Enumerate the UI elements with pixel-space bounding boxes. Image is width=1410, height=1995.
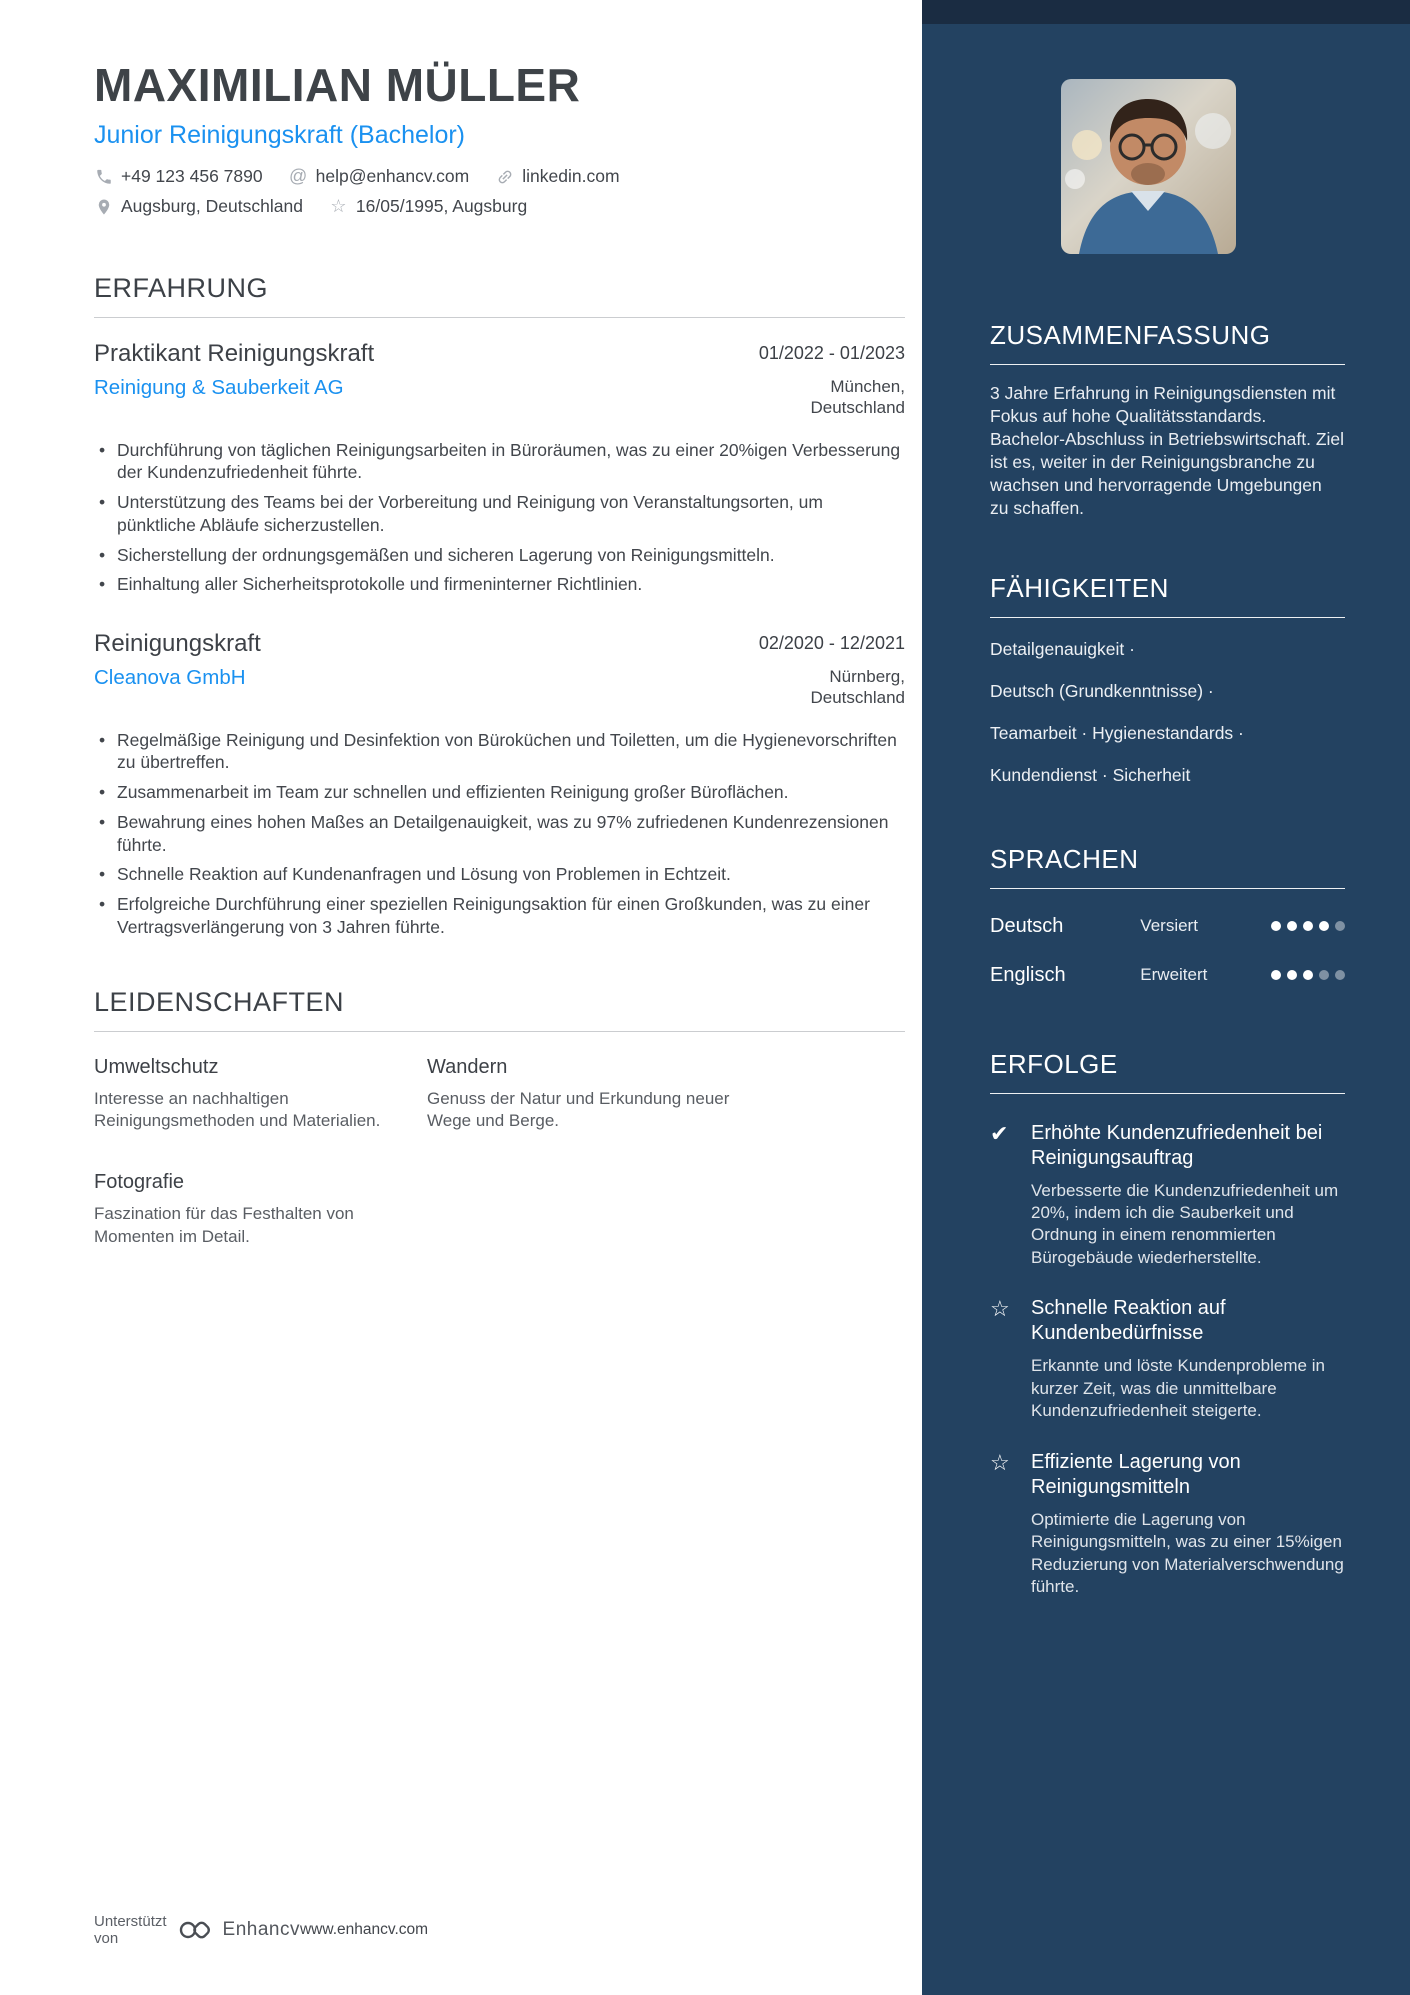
passion-item <box>94 1056 400 1134</box>
language-name: Englisch <box>990 963 1066 986</box>
location-contact <box>94 196 303 217</box>
enhancv-logo-icon <box>179 1918 211 1942</box>
job-location: Nürnberg, Deutschland <box>810 667 905 708</box>
person-name: MAXIMILIAN MÜLLER <box>94 59 581 111</box>
job-bullet: • Unterstützung des Teams bei der Vorbereitung und Reinigung von Veranstaltungsorten, um pünktliche Abläufe sicherzustellen. <box>94 491 905 537</box>
section-divider <box>990 888 1345 889</box>
languages-section <box>990 844 1345 987</box>
birthdate-contact <box>329 196 527 217</box>
skill-line: Deutsch (Grundkenntnisse) · <box>990 680 1214 701</box>
page-footer <box>94 1913 429 1947</box>
section-divider <box>990 1093 1345 1094</box>
language-row <box>990 964 1345 987</box>
passion-title: Wandern <box>427 1055 508 1078</box>
job-bullet: • Bewahrung eines hohen Maßes an Detailgenauigkeit, was zu 97% zufriedenen Kundenrezensionen führte. <box>94 811 905 857</box>
passion-text: Interesse an nachhaltigen Reinigungsmethoden und Materialien. <box>94 1088 381 1131</box>
experience-heading: ERFAHRUNG <box>94 273 269 303</box>
skill-line: Detailgenauigkeit · <box>990 638 1135 659</box>
language-level: Erweitert <box>1140 965 1208 985</box>
job-bullet: • Einhaltung aller Sicherheitsprotokolle und firmeninterner Richtlinien. <box>94 573 905 596</box>
achievement-item <box>990 1296 1345 1422</box>
summary-heading: ZUSAMMENFASSUNG <box>990 320 1271 350</box>
job-bullet: • Regelmäßige Reinigung und Desinfektion von Büroküchen und Toiletten, um die Hygienevorschriften zu übertreffen. <box>94 729 905 775</box>
skill-line: Teamarbeit · Hygienestandards · <box>990 722 1244 743</box>
passions-heading: LEIDENSCHAFTEN <box>94 986 345 1017</box>
website-link[interactable]: www.enhancv.com <box>299 1921 429 1938</box>
job-dates: 02/2020 - 12/2021 <box>758 633 905 653</box>
achievements-heading: ERFOLGE <box>990 1048 1118 1079</box>
check-icon: ✔ <box>990 1120 1009 1146</box>
skills-section <box>990 573 1345 786</box>
passion-text: Genuss der Natur und Erkundung neuer Wege und Berge. <box>427 1088 730 1131</box>
skill-line: Kundendienst · Sicherheit <box>990 764 1191 785</box>
location-pin-icon <box>94 197 113 216</box>
section-divider <box>990 364 1345 365</box>
linkedin-contact[interactable] <box>495 166 619 187</box>
language-level: Versiert <box>1140 916 1198 936</box>
job-bullet: • Zusammenarbeit im Team zur schnellen und effizienten Reinigung großer Büroflächen. <box>94 781 905 804</box>
section-divider <box>990 617 1345 618</box>
language-name: Deutsch <box>990 914 1064 937</box>
achievement-item <box>990 1121 1345 1270</box>
person-title: Junior Reinigungskraft (Bachelor) <box>94 121 466 149</box>
job-title: Praktikant Reinigungskraft <box>94 340 375 367</box>
language-proficiency-dots <box>1271 921 1345 931</box>
job-company: Reinigung & Sauberkeit AG <box>94 376 344 399</box>
phone-icon <box>94 167 113 186</box>
passion-title: Umweltschutz <box>94 1055 219 1078</box>
email-contact[interactable] <box>289 166 470 187</box>
experience-section <box>94 273 905 939</box>
birthdate-text: 16/05/1995, Augsburg <box>355 196 528 216</box>
section-divider <box>94 317 905 318</box>
link-icon <box>495 167 514 186</box>
job-bullet: • Erfolgreiche Durchführung einer speziellen Reinigungsaktion für einen Großkunden, was zu einer Vertragsverlängerung von 3 Jahren führte. <box>94 893 905 939</box>
passion-item <box>427 1056 733 1134</box>
achievement-text: Erkannte und löste Kundenprobleme in kurzer Zeit, was die unmittelbare Kundenzufriedenheit steigerte. <box>1031 1356 1325 1421</box>
job-bullet-list <box>94 439 905 597</box>
job-entry-1 <box>94 340 905 596</box>
skills-heading: FÄHIGKEITEN <box>990 572 1169 603</box>
achievement-item <box>990 1450 1345 1599</box>
at-icon: @ <box>288 166 308 186</box>
profile-photo-placeholder <box>1061 79 1236 254</box>
powered-by-label: Unterstützt von <box>94 1913 167 1947</box>
language-proficiency-dots <box>1271 970 1345 980</box>
summary-section <box>990 320 1345 521</box>
phone-number: +49 123 456 7890 <box>121 166 263 186</box>
section-divider <box>94 1031 905 1032</box>
sidebar-top-strip <box>922 0 1410 24</box>
contact-info <box>94 166 905 217</box>
contact-row-1 <box>94 166 905 187</box>
star-icon: ☆ <box>330 196 347 216</box>
job-bullet: • Durchführung von täglichen Reinigungsarbeiten in Büroräumen, was zu einer 20%igen Verbesserung der Kundenzufriedenheit führte. <box>94 439 905 485</box>
achievement-text: Verbesserte die Kundenzufriedenheit um 20%, indem ich die Sauberkeit und Ordnung in einem renommierten Bürogebäude wiederherstellte. <box>1031 1180 1339 1267</box>
job-company: Cleanova GmbH <box>94 666 246 689</box>
job-location: München, Deutschland <box>810 377 905 418</box>
job-bullet-list <box>94 729 905 939</box>
achievement-text: Optimierte die Lagerung von Reinigungsmitteln, was zu einer 15%igen Reduzierung von Materialverschwendung führte. <box>1031 1509 1344 1596</box>
achievement-title: Effiziente Lagerung von Reinigungsmitteln <box>1031 1450 1241 1498</box>
location-text: Augsburg, Deutschland <box>121 196 303 216</box>
passion-text: Faszination für das Festhalten von Momenten im Detail. <box>94 1204 354 1247</box>
email-address[interactable]: help@enhancv.com <box>315 166 470 186</box>
achievements-section <box>990 1049 1345 1599</box>
summary-text: 3 Jahre Erfahrung in Reinigungsdiensten mit Fokus auf hohe Qualitätsstandards. Bachelor-Abschluss in Betriebswirtschaft. Ziel ist es, weiter in der Reinigungsbranche zu wachsen und hervorragende Umgebungen zu schaffen. <box>990 383 1345 519</box>
languages-heading: SPRACHEN <box>990 843 1139 874</box>
star-outline-icon: ☆ <box>990 1449 1010 1475</box>
job-title: Reinigungskraft <box>94 630 261 657</box>
job-bullet: • Sicherstellung der ordnungsgemäßen und sicheren Lagerung von Reinigungsmitteln. <box>94 544 905 567</box>
passion-item <box>94 1171 400 1249</box>
star-outline-icon: ☆ <box>990 1296 1010 1322</box>
achievement-title: Schnelle Reaktion auf Kundenbedürfnisse <box>1031 1297 1226 1345</box>
job-entry-2 <box>94 630 905 939</box>
passions-section <box>94 987 905 1250</box>
job-dates: 01/2022 - 01/2023 <box>758 343 905 363</box>
linkedin-url[interactable]: linkedin.com <box>522 166 620 186</box>
language-row <box>990 915 1345 938</box>
achievement-title: Erhöhte Kundenzufriedenheit bei Reinigungsauftrag <box>1031 1121 1323 1169</box>
sidebar <box>922 0 1410 1995</box>
phone-contact <box>94 166 263 187</box>
brand-name: Enhancv <box>222 1919 300 1940</box>
contact-row-2 <box>94 196 905 217</box>
profile-photo <box>1061 79 1236 254</box>
passion-title: Fotografie <box>94 1171 185 1194</box>
job-bullet: • Schnelle Reaktion auf Kundenanfragen und Lösung von Problemen in Echtzeit. <box>94 863 905 886</box>
